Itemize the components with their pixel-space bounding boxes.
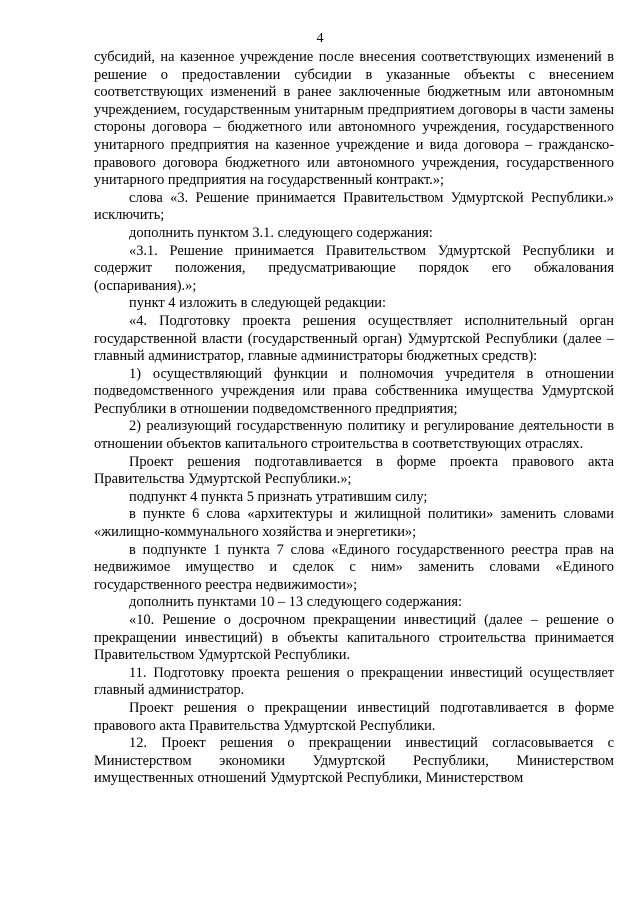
paragraph: слова «3. Решение принимается Правительством Удмуртской Республики.» исключить; — [94, 189, 614, 224]
paragraph: 11. Подготовку проекта решения о прекращении инвестиций осуществляет главный администратор. — [94, 664, 614, 699]
paragraph: 2) реализующий государственную политику и регулирование деятельности в отношении объектов капитального строительства в соответствующих отраслях. — [94, 418, 614, 453]
paragraph: Проект решения подготавливается в форме проекта правового акта Правительства Удмуртской Республики.»; — [94, 453, 614, 488]
paragraph: подпункт 4 пункта 5 признать утратившим силу; — [129, 488, 428, 505]
paragraph: в подпункте 1 пункта 7 слова «Единого государственного реестра прав на недвижимое имущество и сделок с ним» заменить словами «Единого государственного реестра недвижимости»; — [94, 541, 614, 593]
paragraph-continuation: субсидий, на казенное учреждение после внесения соответствующих изменений в решение о предоставлении субсидии в указанные объекты с внесением соответствующих изменений в ранее заключенные бюджетным или автономным учреждением, государственным унитарным предприятием договоры в части замены стороны договора – бюджетного или автономного учреждения, государственного унитарного предприятия на казенное учреждение и вида договора – гражданско-правового договора бюджетного или автономного учреждения, государственного унитарного предприятия на государственный контракт.»; — [94, 49, 614, 189]
paragraph: «10. Решение о досрочном прекращении инвестиций (далее – решение о прекращении инвестиций) в объекты капитального строительства принимается Правительством Удмуртской Республики. — [94, 612, 614, 664]
paragraph: «3.1. Решение принимается Правительством Удмуртской Республики и содержит положения, предусматривающие порядок его обжалования (оспаривания).»; — [94, 242, 614, 294]
document-body — [94, 49, 614, 788]
paragraph: «4. Подготовку проекта решения осуществляет исполнительный орган государственной власти (государственный орган) Удмуртской Республики (далее – главный администратор, главные администраторы бюджетных средств): — [94, 312, 614, 365]
paragraph: дополнить пунктами 10 – 13 следующего содержания: — [129, 594, 462, 611]
paragraph: в пункте 6 слова «архитектуры и жилищной политики» заменить словами «жилищно-коммунального хозяйства и энергетики»; — [94, 506, 614, 541]
page-number: 4 — [316, 31, 324, 46]
paragraph: Проект решения о прекращении инвестиций подготавливается в форме правового акта Правительства Удмуртской Республики. — [94, 699, 614, 734]
paragraph: дополнить пунктом 3.1. следующего содержания: — [129, 224, 433, 241]
paragraph: пункт 4 изложить в следующей редакции: — [129, 295, 386, 312]
paragraph: 1) осуществляющий функции и полномочия учредителя в отношении подведомственного учреждения или права собственника имущества Удмуртской Республики в отношении подведомственного предприятия; — [94, 365, 614, 417]
paragraph: 12. Проект решения о прекращении инвестиций согласовывается с Министерством экономики Удмуртской Республики, Министерством имущественных отношений Удмуртской Республики, Министерством — [94, 735, 614, 787]
